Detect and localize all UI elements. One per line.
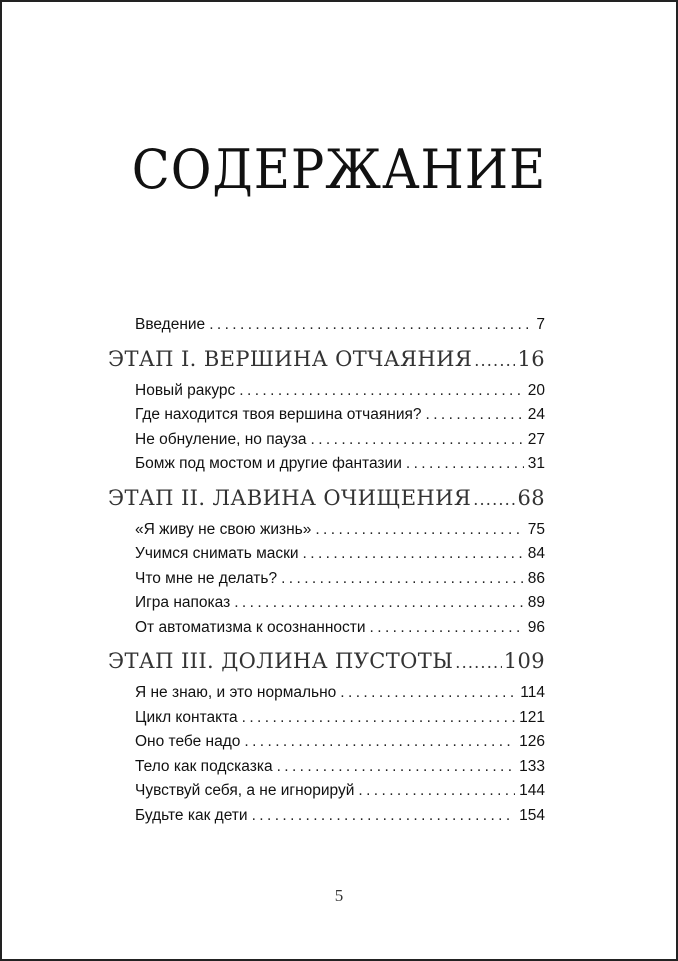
toc-entry — [135, 521, 545, 546]
toc-entry-title: Где находится твоя вершина отчаяния? — [135, 406, 422, 423]
toc-entry-page: 31 — [527, 455, 545, 472]
toc-entry — [135, 431, 545, 456]
toc-entry-page: 144 — [519, 782, 545, 799]
toc-entry-title: От автоматизма к осознанности — [135, 618, 366, 636]
toc-entry — [135, 782, 545, 807]
toc-entry-title: Не обнуление, но пауза — [135, 430, 307, 448]
toc-entry — [135, 545, 545, 570]
toc-entry — [135, 684, 545, 709]
toc-entry — [135, 709, 545, 734]
dot-leader — [242, 709, 516, 727]
toc-part-page: 16 — [517, 346, 545, 371]
toc-entry — [135, 594, 545, 619]
toc-entry — [135, 619, 545, 644]
toc-part-page: 109 — [503, 649, 545, 673]
toc-entry — [135, 807, 545, 832]
dot-leader — [370, 619, 524, 637]
dot-leader — [406, 455, 524, 473]
dot-leader — [358, 782, 515, 800]
toc-entry — [135, 758, 545, 783]
toc-part-heading — [108, 347, 545, 377]
toc-entry-title: Игра напоказ — [135, 594, 231, 611]
dot-leader — [311, 431, 524, 449]
toc-entry-title: Чувствуй себя, а не игнорируй — [135, 782, 355, 799]
toc-entry-page: 7 — [536, 316, 545, 333]
toc-entry-page: 121 — [519, 708, 545, 726]
dot-leader — [315, 521, 523, 539]
toc-entry-title: Тело как подсказка — [135, 757, 273, 775]
toc-part-heading — [108, 649, 545, 679]
toc-entry-page: 27 — [527, 430, 545, 448]
toc-part-title: ЭТАП I. ВЕРШИНА ОТЧАЯНИЯ — [108, 346, 473, 371]
toc-entry-title: Новый ракурс — [135, 381, 236, 399]
dot-leader — [244, 733, 515, 751]
dot-leader — [303, 545, 524, 563]
dot-leader — [281, 570, 524, 588]
toc-entry-title: Цикл контакта — [135, 708, 238, 726]
toc-entry — [135, 316, 545, 341]
toc-entry — [135, 733, 545, 758]
toc-entry — [135, 570, 545, 595]
table-of-contents — [108, 316, 545, 831]
dot-leader — [209, 316, 532, 334]
toc-entry-title: Что мне не делать? — [135, 569, 278, 587]
toc-entry-page: 20 — [527, 381, 545, 399]
page-title: СОДЕРЖАНИЕ — [131, 138, 547, 201]
page-number: 5 — [334, 886, 344, 905]
dot-leader — [455, 653, 501, 672]
toc-entry-title: Введение — [135, 316, 206, 333]
toc-entry-page: 114 — [520, 684, 545, 701]
dot-leader — [340, 684, 516, 702]
toc-entry-page: 75 — [527, 520, 545, 538]
toc-entry-page: 89 — [527, 594, 545, 611]
dot-leader — [239, 382, 523, 400]
toc-part-heading — [108, 486, 545, 516]
toc-entry-title: Учимся снимать маски — [135, 545, 299, 562]
toc-entry-title: Бомж под мостом и другие фантазии — [135, 455, 402, 472]
dot-leader — [277, 758, 516, 776]
dot-leader — [473, 490, 515, 509]
toc-entry-page: 84 — [527, 545, 545, 562]
toc-part-page: 68 — [517, 485, 545, 510]
dot-leader — [474, 351, 515, 370]
toc-part-title: ЭТАП II. ЛАВИНА ОЧИЩЕНИЯ — [108, 485, 472, 510]
toc-entry-page: 96 — [527, 618, 545, 636]
toc-entry-title: Будьте как дети — [135, 806, 248, 824]
toc-entry — [135, 406, 545, 431]
toc-entry-title: Я не знаю, и это нормально — [135, 684, 337, 701]
toc-entry-title: Оно тебе надо — [135, 733, 241, 750]
dot-leader — [426, 406, 524, 424]
toc-entry-page: 24 — [527, 406, 545, 423]
toc-entry-page: 86 — [527, 569, 545, 587]
toc-entry — [135, 455, 545, 480]
toc-entry-page: 154 — [519, 806, 545, 824]
toc-entry-page: 126 — [519, 733, 545, 750]
toc-entry-title: «Я живу не свою жизнь» — [135, 520, 312, 538]
dot-leader — [234, 594, 524, 612]
toc-entry-page: 133 — [519, 757, 545, 775]
dot-leader — [252, 807, 516, 825]
toc-part-title: ЭТАП III. ДОЛИНА ПУСТОТЫ — [108, 649, 454, 673]
toc-entry — [135, 382, 545, 407]
